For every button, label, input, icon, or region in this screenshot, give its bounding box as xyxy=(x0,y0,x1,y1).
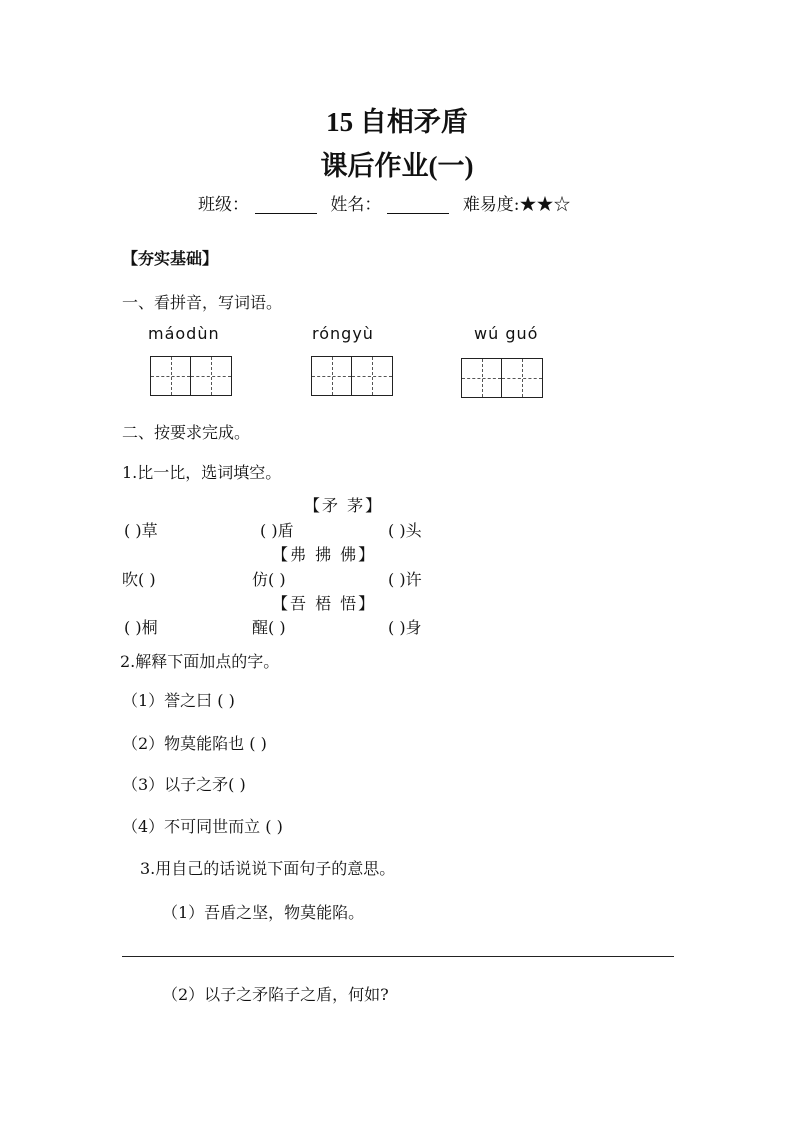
section-heading: 【夯实基础】 xyxy=(122,249,219,268)
fill-blank: ( )许 xyxy=(388,570,422,589)
fill-blank: ( )桐 xyxy=(124,618,158,637)
explain-item: （4）不可同世而立 ( ) xyxy=(122,817,283,836)
paraphrase-item: （2）以子之矛陷子之盾，何如? xyxy=(162,985,389,1004)
fill-blank: 醒( ) xyxy=(252,618,286,637)
pinyin-2: róngyù xyxy=(312,324,374,343)
fill-blank: 仿( ) xyxy=(252,570,286,589)
class-label: 班级： xyxy=(198,195,249,215)
page-title: 15 自相矛盾 xyxy=(326,107,468,137)
info-line xyxy=(198,190,571,215)
class-blank[interactable] xyxy=(255,195,317,214)
name-blank[interactable] xyxy=(387,195,449,214)
q2-sub3-title: 3.用自己的话说说下面句子的意思。 xyxy=(140,859,396,878)
explain-item: （2）物莫能陷也 ( ) xyxy=(122,734,267,753)
writing-grid-3[interactable] xyxy=(461,358,543,398)
explain-item: （3）以子之矛( ) xyxy=(122,775,246,794)
grid-cell[interactable] xyxy=(191,357,231,395)
paraphrase-item: （1）吾盾之坚，物莫能陷。 xyxy=(162,903,365,922)
writing-grid-1[interactable] xyxy=(150,356,232,396)
q1-title: 一、看拼音，写词语。 xyxy=(122,293,283,312)
q2-sub2-title: 2.解释下面加点的字。 xyxy=(120,652,280,671)
fill-blank: 吹( ) xyxy=(122,570,156,589)
pinyin-1: máodùn xyxy=(148,324,220,343)
char-group-3-title: 【吾 梧 悟】 xyxy=(272,594,377,613)
q2-title: 二、按要求完成。 xyxy=(122,423,251,442)
fill-blank: ( )盾 xyxy=(260,521,294,540)
fill-blank: ( )身 xyxy=(388,618,422,637)
char-group-1-title: 【矛 茅】 xyxy=(304,496,384,515)
pinyin-3: wú guó xyxy=(474,324,539,343)
grid-cell[interactable] xyxy=(352,357,392,395)
q2-sub1-title: 1.比一比，选词填空。 xyxy=(122,463,282,482)
grid-cell[interactable] xyxy=(312,357,352,395)
answer-line[interactable] xyxy=(122,956,674,957)
difficulty-label: 难易度:★★☆ xyxy=(462,195,571,215)
grid-cell[interactable] xyxy=(151,357,191,395)
fill-blank: ( )草 xyxy=(124,521,158,540)
grid-cell[interactable] xyxy=(462,359,502,397)
page-subtitle: 课后作业(一) xyxy=(320,151,474,181)
writing-grid-2[interactable] xyxy=(311,356,393,396)
explain-item: （1）誉之曰 ( ) xyxy=(122,691,235,710)
grid-cell[interactable] xyxy=(502,359,542,397)
fill-blank: ( )头 xyxy=(388,521,422,540)
char-group-2-title: 【弗 拂 佛】 xyxy=(272,545,377,564)
name-label: 姓名： xyxy=(330,195,382,215)
